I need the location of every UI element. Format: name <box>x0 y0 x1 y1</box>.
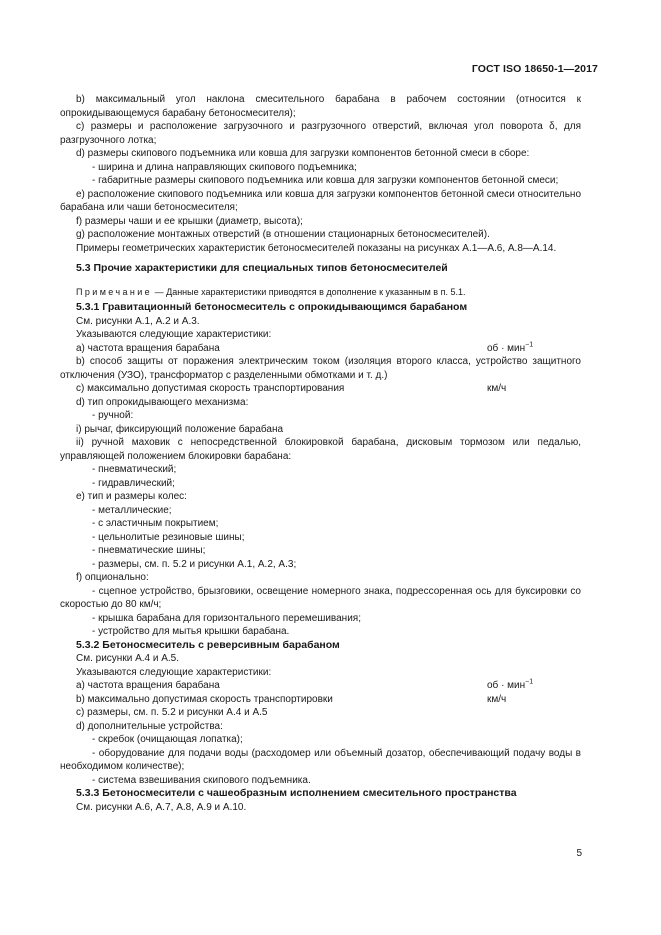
s531-item-f: f) опционально: <box>76 572 149 583</box>
document-header: ГОСТ ISO 18650-1—2017 <box>471 63 598 75</box>
s531-item-c <box>60 382 581 396</box>
s532-intro: Указываются следующие характеристики: <box>76 666 272 678</box>
s532-b-text: b) максимально допустимая скорость транспортировки <box>76 693 333 705</box>
note <box>76 286 581 300</box>
s531-a-unit <box>487 342 581 356</box>
s531-e-solid-rubber: - цельнолитые резиновые шины; <box>92 531 245 543</box>
s532-d-scraper: - скребок (очищающая лопатка); <box>92 734 243 745</box>
item-d-skip-hoist: d) размеры скипового подъемника или ковша для загрузки компонентов бетонной смеси в сборе: <box>76 148 530 159</box>
s531-d-pneumatic: - пневматический; <box>92 464 177 475</box>
dash-guide-dimensions: - ширина и длина направляющих скипового подъемника; <box>92 161 357 173</box>
section-5-3-1-heading: 5.3.1 Гравитационный бетоносмеситель с опрокидывающимся барабаном <box>76 301 468 313</box>
s531-d-hydraulic: - гидравлический; <box>92 477 175 489</box>
page-number: 5 <box>576 848 582 859</box>
s531-f-towing: - сцепное устройство, брызговики, освещение номерного знака, подрессоренная ось для буксировки со скоростью до 80 км/ч; <box>60 585 581 610</box>
s531-item-d: d) тип опрокидывающего механизма: <box>76 396 249 408</box>
section-5-3-2-heading: 5.3.2 Бетоносмеситель с реверсивным барабаном <box>76 638 340 651</box>
s532-b-unit: км/ч <box>487 693 507 705</box>
s532-a-unit-text: об · мин <box>487 680 526 691</box>
s532-see-figures: См. рисунки А.4 и А.5. <box>76 653 180 664</box>
s531-d-ii: ii) ручной маховик с непосредственной блокировкой барабана, дисковым тормозом или педалью, управляющей положением блокировки барабана: <box>60 437 581 462</box>
s532-a-unit <box>487 679 581 693</box>
s531-d-i: i) рычаг, фиксирующий положение барабана <box>76 423 284 435</box>
s532-a-unit-exp: −1 <box>525 678 534 686</box>
s531-e-elastic: - с эластичным покрытием; <box>92 518 219 529</box>
s533-see-figures: См. рисунки А.6, А.7, А.8, А.9 и А.10. <box>76 801 247 813</box>
s531-f-washer: - устройство для мытья крышки барабана. <box>92 626 290 637</box>
page-content <box>60 93 581 814</box>
s532-item-d: d) дополнительные устройства: <box>76 720 223 732</box>
note-text: — Данные характеристики приводятся в дополнение к указанным в п. 5.1. <box>152 286 466 297</box>
s531-e-pneumatic: - пневматические шины; <box>92 545 206 556</box>
s531-f-drum-cover: - крышка барабана для горизонтального перемешивания; <box>92 612 361 624</box>
item-c-openings: c) размеры и расположение загрузочного и разгрузочного отверстий, включая угол поворота δ, для разгрузочного лотка; <box>60 121 581 146</box>
s531-a-unit-exp: −1 <box>525 341 534 349</box>
s531-a-unit-text: об · мин <box>487 342 526 354</box>
item-b-tilt-angle: b) максимальный угол наклона смесительного барабана в рабочем состоянии (относится к опрокидывающемуся барабану бетоносмесителя); <box>60 94 581 119</box>
s531-item-a <box>60 342 581 356</box>
section-5-3-heading: 5.3 Прочие характеристики для специальных типов бетоносмесителей <box>76 262 448 274</box>
item-g-mounting-holes: g) расположение монтажных отверстий (в отношении стационарных бетоносмесителей). <box>76 229 490 240</box>
s531-see-figures: См. рисунки А.1, А.2 и А.3. <box>76 315 200 327</box>
examples-paragraph: Примеры геометрических характеристик бетоносмесителей показаны на рисунках А.1—А.6, А.8—А.14. <box>76 242 557 254</box>
item-e-skip-location: e) расположение скипового подъемника или ковша для загрузки компонентов бетонной смеси относительно барабана или чаши бетоносмесителя; <box>60 188 581 213</box>
s531-e-metal: - металлические; <box>92 504 172 516</box>
s531-item-e: e) тип и размеры колес: <box>76 491 187 502</box>
section-5-3-3-heading: 5.3.3 Бетоносмесители с чашеобразным исполнением смесительного пространства <box>76 787 517 799</box>
s531-e-sizes: - размеры, см. п. 5.2 и рисунки А.1, А.2, А.3; <box>92 558 297 570</box>
dash-overall-dimensions: - габаритные размеры скипового подъемника или ковша для загрузки компонентов бетонной смеси; <box>92 175 559 186</box>
s532-item-c: c) размеры, см. п. 5.2 и рисунки А.4 и А.5 <box>76 707 268 718</box>
s531-a-text: a) частота вращения барабана <box>76 342 220 354</box>
s532-item-b <box>60 693 581 707</box>
s531-intro: Указываются следующие характеристики: <box>76 329 272 340</box>
s531-d-manual: - ручной: <box>92 410 134 421</box>
s532-d-water: - оборудование для подачи воды (расходомер или объемный дозатор, обеспечивающий подачу воды в необходимом количестве); <box>60 747 581 772</box>
item-f-bowl-dimensions: f) размеры чаши и ее крышки (диаметр, высота); <box>76 215 303 227</box>
s532-d-weighing: - система взвешивания скипового подъемника. <box>92 774 311 786</box>
s531-c-unit: км/ч <box>487 383 507 394</box>
s531-c-text: c) максимально допустимая скорость транспортирования <box>76 383 345 394</box>
note-label: Примечание <box>76 286 153 297</box>
s531-item-b: b) способ защиты от поражения электрическим током (изоляция второго класса, устройство защитного отключения (УЗО), трансформатор с разделенными обмотками и т. д.) <box>60 356 581 381</box>
s532-a-text: a) частота вращения барабана <box>76 680 220 691</box>
s532-item-a <box>60 679 581 693</box>
